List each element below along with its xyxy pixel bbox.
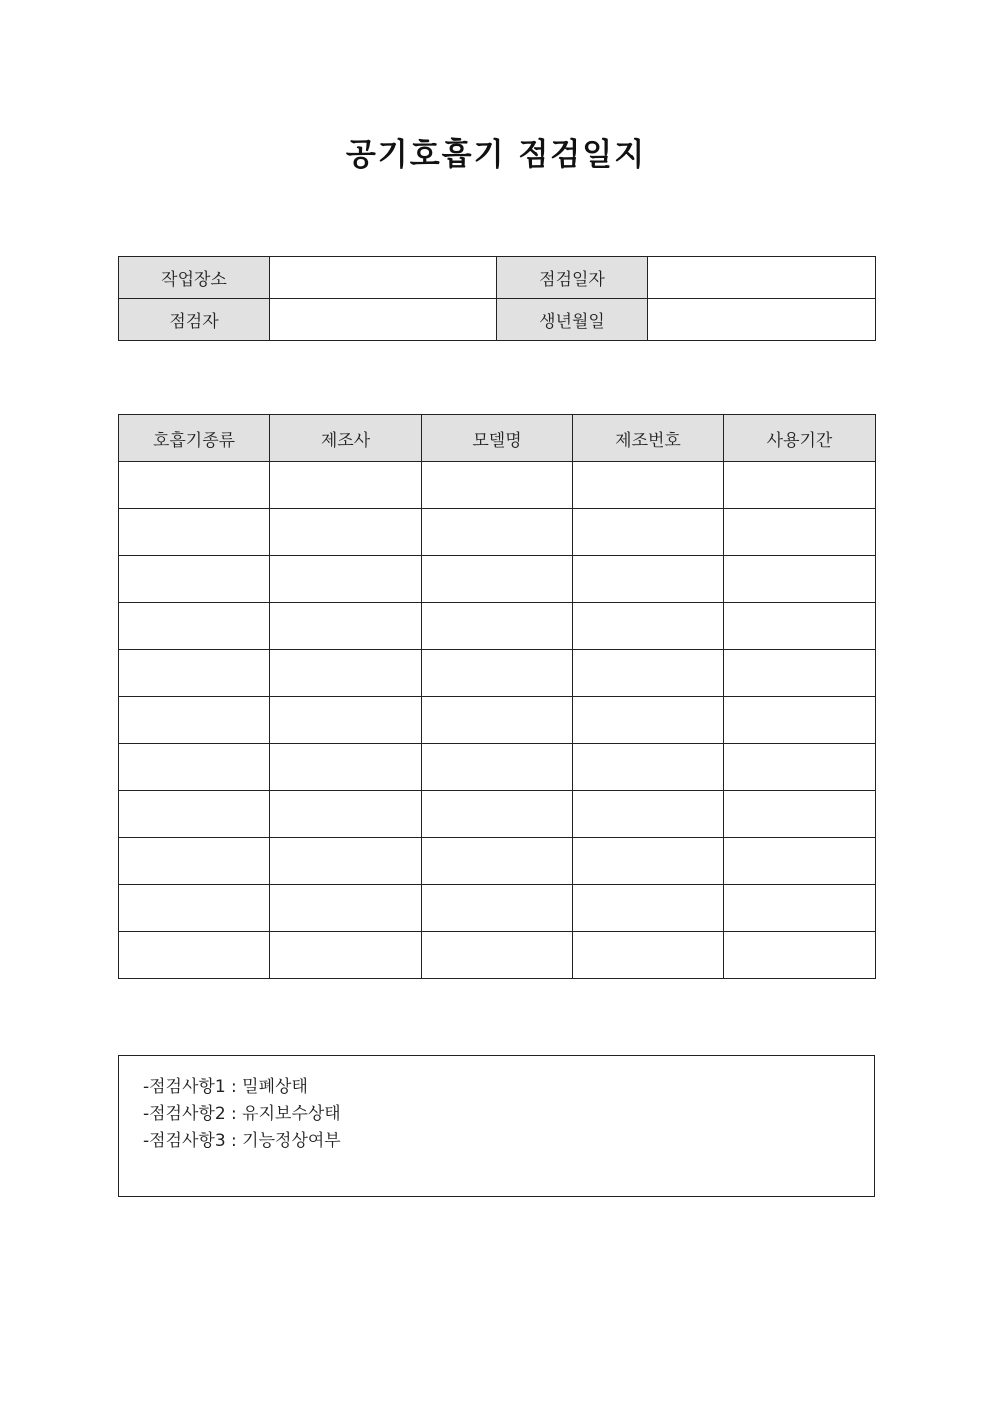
cell-serial-number[interactable] — [573, 462, 724, 509]
table-row — [119, 603, 876, 650]
cell-serial-number[interactable] — [573, 556, 724, 603]
cell-usage-period[interactable] — [724, 838, 876, 885]
cell-usage-period[interactable] — [724, 885, 876, 932]
cell-respirator-type[interactable] — [119, 556, 270, 603]
cell-serial-number[interactable] — [573, 697, 724, 744]
birth-date-label: 생년월일 — [497, 299, 648, 341]
column-header-serial-number: 제조번호 — [573, 415, 724, 462]
cell-manufacturer[interactable] — [270, 932, 422, 979]
cell-usage-period[interactable] — [724, 462, 876, 509]
cell-usage-period[interactable] — [724, 791, 876, 838]
inspection-notes-box — [118, 1055, 875, 1197]
cell-model-name[interactable] — [422, 744, 573, 791]
cell-serial-number[interactable] — [573, 791, 724, 838]
cell-respirator-type[interactable] — [119, 744, 270, 791]
cell-model-name[interactable] — [422, 556, 573, 603]
table-row — [119, 885, 876, 932]
cell-respirator-type[interactable] — [119, 650, 270, 697]
cell-serial-number[interactable] — [573, 650, 724, 697]
cell-serial-number[interactable] — [573, 744, 724, 791]
work-place-label: 작업장소 — [119, 257, 270, 299]
cell-serial-number[interactable] — [573, 838, 724, 885]
cell-manufacturer[interactable] — [270, 556, 422, 603]
column-header-usage-period: 사용기간 — [724, 415, 876, 462]
inspection-note-item: -점검사항1 : 밀폐상태 — [143, 1077, 308, 1097]
table-row — [119, 650, 876, 697]
work-place-field[interactable] — [270, 257, 497, 299]
inspection-date-field[interactable] — [648, 257, 876, 299]
table-body — [119, 462, 876, 979]
cell-respirator-type[interactable] — [119, 697, 270, 744]
page-title: 공기호흡기 점검일지 — [345, 137, 647, 173]
table-row — [119, 838, 876, 885]
cell-manufacturer[interactable] — [270, 462, 422, 509]
cell-manufacturer[interactable] — [270, 885, 422, 932]
cell-respirator-type[interactable] — [119, 791, 270, 838]
cell-manufacturer[interactable] — [270, 791, 422, 838]
cell-model-name[interactable] — [422, 697, 573, 744]
cell-respirator-type[interactable] — [119, 509, 270, 556]
inspection-note-item: -점검사항2 : 유지보수상태 — [143, 1104, 341, 1124]
cell-usage-period[interactable] — [724, 556, 876, 603]
cell-respirator-type[interactable] — [119, 838, 270, 885]
cell-serial-number[interactable] — [573, 932, 724, 979]
cell-manufacturer[interactable] — [270, 697, 422, 744]
cell-model-name[interactable] — [422, 838, 573, 885]
cell-respirator-type[interactable] — [119, 462, 270, 509]
cell-usage-period[interactable] — [724, 603, 876, 650]
cell-usage-period[interactable] — [724, 509, 876, 556]
table-row — [119, 462, 876, 509]
table-row — [119, 744, 876, 791]
cell-model-name[interactable] — [422, 462, 573, 509]
cell-manufacturer[interactable] — [270, 603, 422, 650]
cell-serial-number[interactable] — [573, 885, 724, 932]
column-header-respirator-type: 호흡기종류 — [119, 415, 270, 462]
cell-model-name[interactable] — [422, 603, 573, 650]
inspection-notes-list — [119, 1056, 874, 1155]
birth-date-field[interactable] — [648, 299, 876, 341]
cell-usage-period[interactable] — [724, 697, 876, 744]
cell-model-name[interactable] — [422, 509, 573, 556]
cell-respirator-type[interactable] — [119, 932, 270, 979]
cell-manufacturer[interactable] — [270, 650, 422, 697]
cell-manufacturer[interactable] — [270, 838, 422, 885]
cell-manufacturer[interactable] — [270, 744, 422, 791]
inspection-note-item: -점검사항3 : 기능정상여부 — [143, 1131, 341, 1151]
cell-model-name[interactable] — [422, 885, 573, 932]
inspector-field[interactable] — [270, 299, 497, 341]
inspection-info-table — [118, 256, 876, 341]
column-header-manufacturer: 제조사 — [270, 415, 422, 462]
cell-respirator-type[interactable] — [119, 603, 270, 650]
table-row — [119, 697, 876, 744]
cell-manufacturer[interactable] — [270, 509, 422, 556]
info-row — [119, 257, 876, 299]
cell-respirator-type[interactable] — [119, 885, 270, 932]
inspection-date-label: 점검일자 — [497, 257, 648, 299]
table-row — [119, 932, 876, 979]
cell-usage-period[interactable] — [724, 932, 876, 979]
inspector-label: 점검자 — [119, 299, 270, 341]
cell-model-name[interactable] — [422, 932, 573, 979]
respirator-table — [118, 414, 876, 979]
info-row — [119, 299, 876, 341]
cell-model-name[interactable] — [422, 791, 573, 838]
table-header-row — [119, 415, 876, 462]
cell-usage-period[interactable] — [724, 650, 876, 697]
table-row — [119, 556, 876, 603]
cell-model-name[interactable] — [422, 650, 573, 697]
column-header-model-name: 모델명 — [422, 415, 573, 462]
cell-usage-period[interactable] — [724, 744, 876, 791]
table-row — [119, 509, 876, 556]
cell-serial-number[interactable] — [573, 603, 724, 650]
table-row — [119, 791, 876, 838]
cell-serial-number[interactable] — [573, 509, 724, 556]
